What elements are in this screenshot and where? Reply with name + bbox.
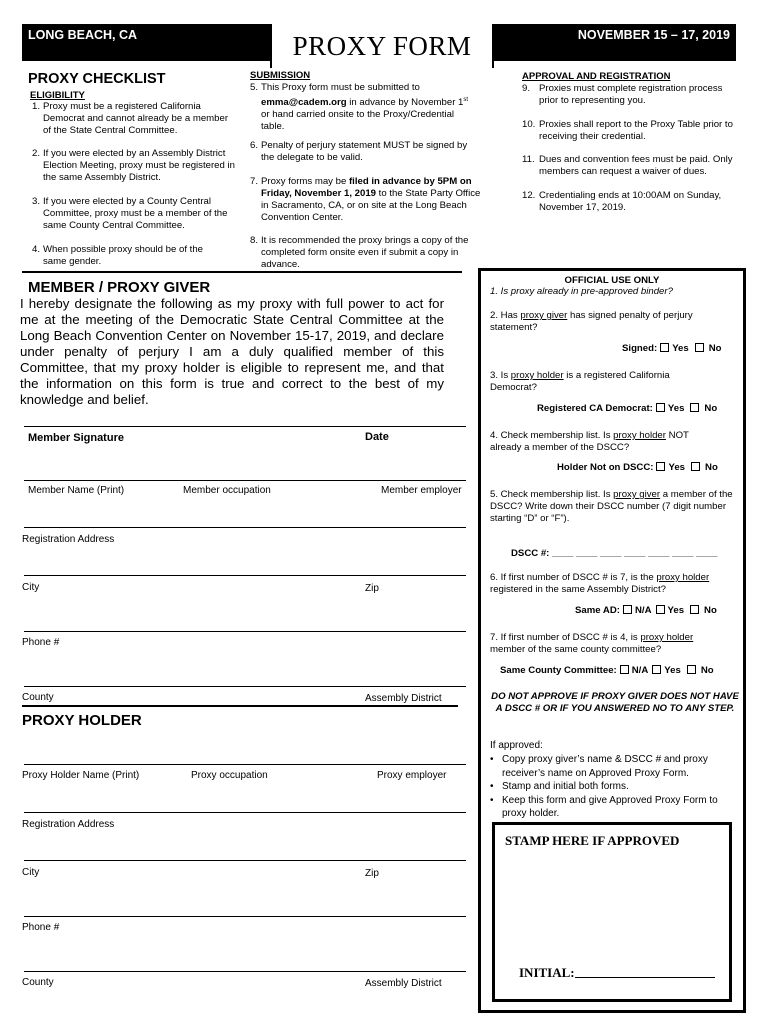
member-address-line[interactable] [24,527,466,528]
holder-heading: PROXY HOLDER [22,712,142,729]
holder-city-line[interactable] [24,860,466,861]
official-q4: 4. Check membership list. Is proxy holder NOT already a member of the DSCC? [490,430,689,453]
member-occupation-label: Member occupation [183,485,271,496]
approval-item-12: 12. Credentialing ends at 10:00AM on Sunday, November 17, 2019. [522,190,722,213]
event-location: LONG BEACH, CA [28,28,138,42]
official-q3: 3. Is proxy holder is a registered California Democrat? [490,370,670,393]
approval-step: • Stamp and initial both forms. [488,780,738,794]
official-heading: OFFICIAL USE ONLY [564,275,660,286]
holder-city-label: City [22,867,40,878]
yes-checkbox[interactable] [652,665,661,674]
approval-step: • Copy proxy giver’s name & DSCC # and proxy receiver’s name on Approved Proxy Form. [488,753,738,780]
official-q5: 5. Check membership list. Is proxy giver a member of the DSCC? Write down their DSCC number (7 digit number starting “D” or “F”). [490,489,733,524]
approval-item-10: 10. Proxies shall report to the Proxy Table prior to receiving their credential. [522,119,733,142]
giver-heading: MEMBER / PROXY GIVER [28,279,211,296]
approval-label: APPROVAL AND REGISTRATION [522,71,671,82]
submission-item-6: 6. Penalty of perjury statement MUST be signed by the delegate to be valid. [250,140,468,163]
submission-item-5: 5. This Proxy form must be submitted to emma@cadem.org in advance by November 1st or hand carried onsite to the Proxy/Credential table. [250,82,469,133]
official-q2-check: Signed: Yes No [622,343,722,354]
no-checkbox[interactable] [690,605,699,614]
eligibility-label: ELIGIBILITY [30,90,85,101]
approval-steps [488,753,738,821]
checklist-item-1: 1. Proxy must be a registered California Democrat and cannot already be a member of the State Central Committee. [32,101,229,136]
holder-name-line[interactable] [24,764,466,765]
approval-item-11: 11. Dues and convention fees must be paid. Only members can request a waiver of dues. [522,154,733,177]
member-signature-label: Member Signature [28,432,124,444]
stamp-label: STAMP HERE IF APPROVED [505,833,680,848]
member-phone-label: Phone # [22,637,60,648]
approval-item-9: 9. Proxies must complete registration process prior to representing you. [522,83,723,106]
no-checkbox[interactable] [691,462,700,471]
section-divider [22,271,462,273]
submission-label: SUBMISSION [250,70,311,81]
official-q2: 2. Has proxy giver has signed penalty of perjury statement? [490,310,693,333]
holder-county-line[interactable] [24,971,466,972]
section-divider [22,705,458,707]
member-name-line[interactable] [24,480,466,481]
if-approved-label: If approved: [490,740,543,751]
holder-address-label: Registration Address [22,819,115,830]
dscc-number-field[interactable]: DSCC #: ____ ____ ____ ____ ____ ____ ____ [511,548,718,559]
checklist-item-2: 2. If you were elected by an Assembly District Election Meeting, proxy must be registered in the same Assembly District. [32,148,235,183]
holder-occupation-label: Proxy occupation [191,770,268,781]
official-q7: 7. If first number of DSCC # is 4, is proxy holder member of the same county committee? [490,632,694,655]
official-q7-check: Same County Committee: N/A Yes No [500,665,714,676]
form-title: PROXY FORM [270,24,494,68]
yes-checkbox[interactable] [656,605,665,614]
member-name-label: Member Name (Print) [28,485,125,496]
na-checkbox[interactable] [623,605,632,614]
member-zip-label: Zip [365,583,379,594]
official-q6-check: Same AD: N/A Yes No [575,605,717,616]
approval-warning: DO NOT APPROVE IF PROXY GIVER DOES NOT HAVE A DSCC # OR IF YOU ANSWERED NO TO ANY STEP. [491,691,739,714]
no-checkbox[interactable] [695,343,704,352]
submission-item-8: 8. It is recommended the proxy brings a copy of the completed form onsite even if submit a copy in advance. [250,235,469,270]
event-dates: NOVEMBER 15 – 17, 2019 [577,28,730,42]
official-q6: 6. If first number of DSCC # is 7, is the proxy holder registered in the same Assembly District? [490,572,710,595]
declaration-text: I hereby designate the following as my proxy with full power to act for me at the meeting of the Democratic State Central Committee at the Long Beach Convention Center on November 15-17, 2019, and declare under penalty of perjury I am a duly qualified member of this Committee, that my proxy holder is eligible to represent me, and that the information on this form is true and correct to the best of my knowledge and belief. [20,296,444,407]
no-checkbox[interactable] [690,403,699,412]
holder-phone-label: Phone # [22,922,60,933]
na-checkbox[interactable] [620,665,629,674]
stamp-box [492,822,732,1002]
holder-name-label: Proxy Holder Name (Print) [22,770,140,781]
submission-email: emma@cadem.org [261,97,347,109]
yes-checkbox[interactable] [656,462,665,471]
official-q1: 1. Is proxy already in pre-approved binder? [490,286,673,297]
member-assembly-district-label: Assembly District [365,693,442,704]
initial-line[interactable] [575,977,715,978]
holder-address-line[interactable] [24,812,466,813]
initial-label: INITIAL: [519,965,575,980]
approval-step: • Keep this form and give Approved Proxy Form to proxy holder. [488,794,738,821]
submission-item-7: 7. Proxy forms may be filed in advance by 5PM on Friday, November 1, 2019 to the State Party Office in Sacramento, CA, or on site at the Long Beach Convention Center. [250,176,481,223]
checklist-heading: PROXY CHECKLIST [28,71,166,87]
yes-checkbox[interactable] [660,343,669,352]
holder-phone-line[interactable] [24,916,466,917]
checklist-item-3: 3. If you were elected by a County Central Committee, proxy must be a member of the same County Central Committee. [32,196,228,231]
official-q3-check: Registered CA Democrat: Yes No [537,403,718,414]
member-city-line[interactable] [24,575,466,576]
official-q4-check: Holder Not on DSCC: Yes No [557,462,718,473]
holder-assembly-district-label: Assembly District [365,978,442,989]
yes-checkbox[interactable] [656,403,665,412]
member-county-label: County [22,692,54,703]
checklist-item-4: 4. When possible proxy should be of the same gender. [32,244,203,267]
member-employer-label: Member employer [381,485,462,496]
holder-employer-label: Proxy employer [377,770,447,781]
holder-county-label: County [22,977,54,988]
member-city-label: City [22,582,40,593]
holder-zip-label: Zip [365,868,379,879]
no-checkbox[interactable] [687,665,696,674]
member-county-line[interactable] [24,686,466,687]
date-label: Date [365,431,389,443]
signature-line[interactable] [24,426,466,427]
member-address-label: Registration Address [22,534,115,545]
member-phone-line[interactable] [24,631,466,632]
